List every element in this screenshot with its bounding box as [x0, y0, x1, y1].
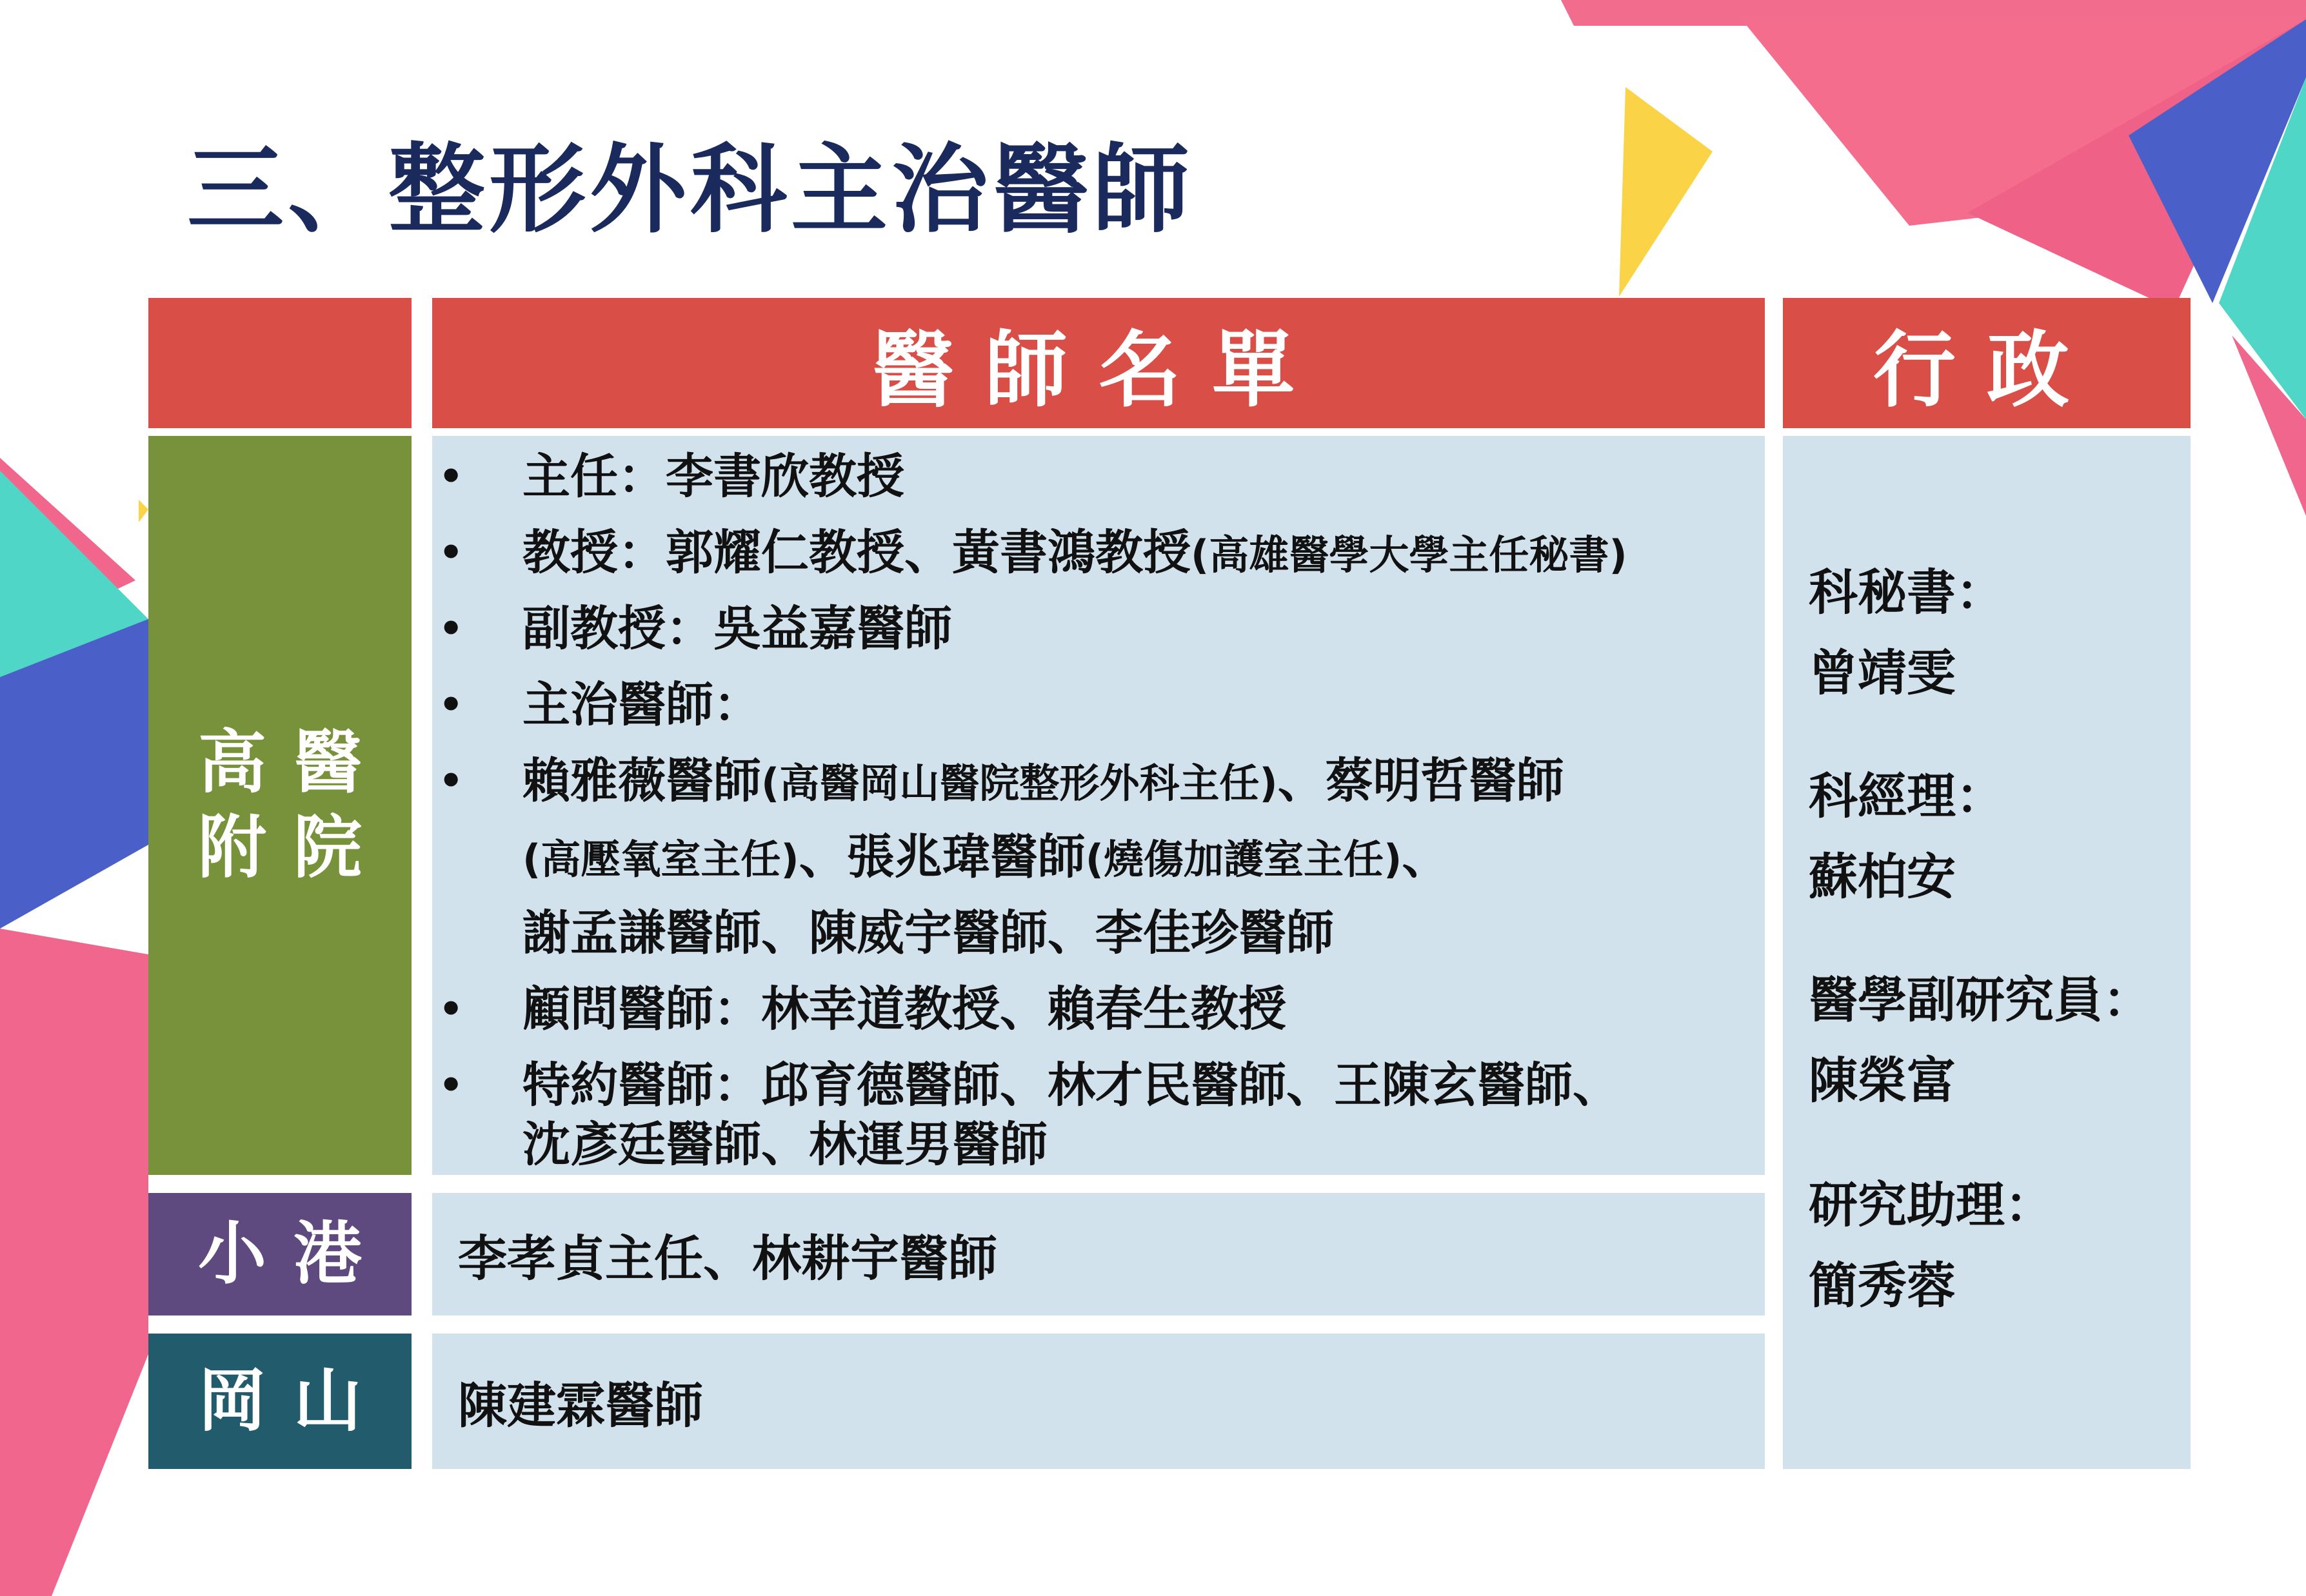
list-item-text: 顧問醫師：林幸道教授、賴春生教授 — [522, 981, 1286, 1037]
row-label-main-hospital — [148, 436, 412, 1175]
admin-role: 研究助理： — [1809, 1176, 2054, 1234]
main-hospital-doctor-list — [432, 436, 1765, 1175]
admin-name: 蘇柏安 — [1809, 848, 1956, 905]
admin-entry — [1809, 756, 2005, 917]
list-item — [432, 1107, 1813, 1183]
xiaogang-doctors: 李孝貞主任、林耕宇醫師 — [458, 1229, 997, 1287]
yellow-marker-left — [139, 500, 148, 522]
header-doctor-list-label: 醫師名單 — [871, 322, 1326, 419]
header-empty-cell — [148, 298, 412, 428]
list-item-note: (高雄醫學大學主任秘書) — [1191, 531, 1627, 578]
row-label-xiaogang-text: 小港 — [198, 1214, 389, 1294]
bullet: • — [439, 454, 464, 499]
list-item — [432, 971, 1813, 1047]
list-item — [432, 819, 1813, 895]
bullet: • — [439, 1063, 464, 1108]
list-item — [432, 515, 1813, 591]
list-item-text: 主治醫師： — [522, 677, 761, 733]
yellow-triangle — [1619, 87, 1713, 297]
row-label-main-line2: 附院 — [198, 808, 389, 887]
header-doctor-list — [432, 298, 1765, 428]
list-item-part: 、張兆瑋醫師 — [799, 829, 1086, 885]
bullet: • — [439, 606, 464, 651]
xiaogang-doctor-list — [432, 1193, 1765, 1315]
admin-entry — [1809, 1165, 2054, 1326]
page-title: 三、整形外科主治醫師 — [187, 134, 1194, 246]
admin-name: 簡秀蓉 — [1809, 1257, 1956, 1314]
admin-entry — [1809, 552, 2005, 713]
list-item-text: 特約醫師：邱育德醫師、林才民醫師、王陳玄醫師、 — [522, 1058, 1620, 1113]
list-item — [432, 591, 1813, 667]
list-item-text — [522, 743, 1564, 822]
list-item-text: 副教授：吳益嘉醫師 — [522, 601, 952, 656]
header-admin-label: 行政 — [1873, 322, 2100, 419]
pink-triangle-left-lower — [0, 929, 148, 1596]
admin-staff-column — [1783, 436, 2191, 1469]
list-item — [432, 667, 1813, 743]
list-item-text: 沈彥廷醫師、林運男醫師 — [522, 1117, 1048, 1172]
list-item-part: 、蔡明哲醫師 — [1277, 753, 1564, 809]
bullet: • — [439, 758, 464, 803]
gangshan-doctor-list — [432, 1334, 1765, 1469]
bullet: • — [439, 987, 464, 1032]
list-item-part: 、 — [1402, 829, 1450, 885]
row-label-gangshan-text: 岡山 — [198, 1361, 389, 1441]
row-label-main-line1: 高醫 — [198, 722, 389, 802]
header-admin — [1783, 298, 2191, 428]
bullet: • — [439, 682, 464, 727]
admin-name: 陳榮富 — [1809, 1052, 1956, 1109]
list-item-text: 主任：李書欣教授 — [522, 449, 904, 504]
list-item-text — [522, 819, 1449, 898]
list-item-note: (高醫岡山醫院整形外科主任) — [761, 760, 1278, 807]
list-item — [432, 743, 1813, 819]
admin-name: 曾靖雯 — [1809, 644, 1956, 702]
admin-role: 醫學副研究員： — [1809, 971, 2152, 1029]
row-label-xiaogang — [148, 1193, 412, 1315]
list-item-text: 謝孟謙醫師、陳威宇醫師、李佳珍醫師 — [522, 905, 1334, 961]
list-item — [432, 895, 1813, 971]
gangshan-doctors: 陳建霖醫師 — [458, 1376, 703, 1434]
list-item-part: 賴雅薇醫師 — [522, 753, 761, 809]
list-item — [432, 438, 1813, 515]
list-item-note: (高壓氧室主任) — [522, 836, 799, 883]
admin-role: 科秘書： — [1809, 564, 2005, 621]
bullet: • — [439, 530, 464, 575]
list-item-note: (燒傷加護室主任) — [1085, 836, 1402, 883]
row-label-gangshan — [148, 1334, 412, 1469]
list-item-text — [522, 515, 1627, 593]
admin-entry — [1809, 960, 2152, 1121]
admin-role: 科經理： — [1809, 767, 2005, 825]
list-item-main-text: 教授：郭耀仁教授、黃書鴻教授 — [522, 525, 1191, 580]
